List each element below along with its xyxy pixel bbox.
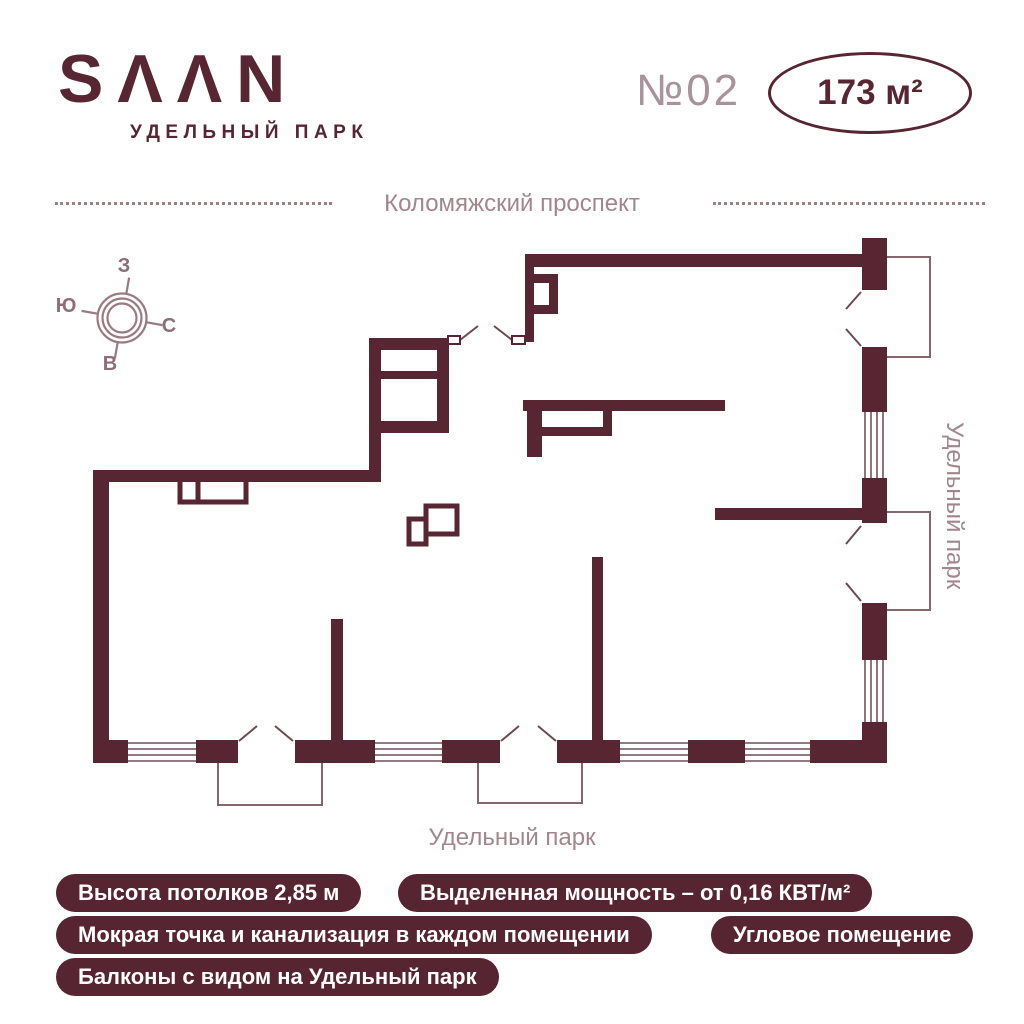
balcony-bottom-right — [478, 758, 582, 803]
balcony-right-middle — [884, 512, 930, 610]
unit-number: №02 — [636, 66, 742, 115]
feature-chip-power: Выделенная мощность – от 0,16 КВТ/м² — [398, 874, 872, 912]
brand-subtitle: УДЕЛЬНЫЙ ПАРК — [130, 122, 369, 143]
feature-chip-plumbing: Мокрая точка и канализация в каждом помещении — [56, 916, 652, 954]
window-glazing-lines — [128, 412, 883, 761]
park-label-right: Удельный парк — [941, 422, 968, 590]
brand-logo: SΛΛN — [58, 41, 300, 117]
feature-chip-corner-unit: Угловое помещение — [711, 916, 973, 954]
compass-north-label: С — [161, 315, 177, 337]
compass-icon — [56, 255, 177, 375]
area-badge-value: 173 м² — [817, 73, 923, 112]
park-label-bottom: Удельный парк — [428, 824, 596, 851]
balcony-outlines — [218, 257, 930, 805]
compass-west-label: З — [117, 255, 131, 277]
column-symbol-large — [426, 506, 457, 534]
column-symbol-small — [409, 519, 426, 544]
feature-chip-ceiling-height: Высота потолков 2,85 м — [56, 874, 361, 912]
fixture-outlines — [180, 477, 457, 544]
door-thresholds — [448, 336, 525, 344]
feature-chip-balconies: Балконы с видом на Удельный парк — [56, 958, 499, 996]
balcony-bottom-left — [218, 758, 322, 805]
compass-south-label: Ю — [55, 295, 77, 317]
compass-east-label: В — [102, 353, 118, 375]
street-label-top: Коломяжский проспект — [384, 190, 640, 217]
balcony-top-right — [884, 257, 930, 357]
